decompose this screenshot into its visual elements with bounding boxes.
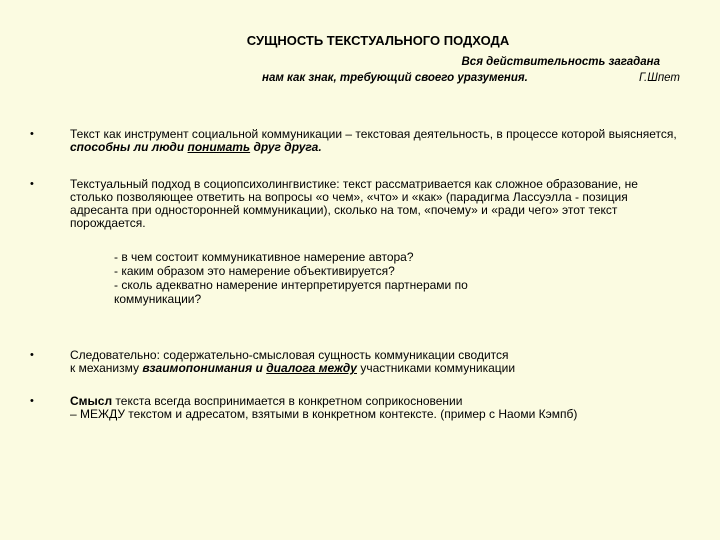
question-item-3: - сколь адекватно намерение интерпретируется партнерами по коммуникации? (114, 278, 468, 306)
bullet-text-3 (70, 349, 680, 375)
question-item-1: - в чем состоит коммуникативное намерение автора? (114, 250, 414, 264)
bullet-marker: • (30, 395, 34, 407)
bullet-marker: • (30, 128, 34, 140)
question-item-2: - каким образом это намерение объективируется? (114, 264, 395, 278)
bullet-4-bold: Смысл (70, 394, 113, 408)
bullet-text-1 (70, 128, 680, 154)
epigraph (240, 54, 680, 86)
questions-list (114, 250, 554, 306)
epigraph-line-2 (240, 70, 680, 86)
bullet-1-emphasis-1: способны ли люди (70, 140, 185, 154)
bullet-text-4 (70, 395, 680, 421)
bullet-text-2: Текстуальный подход в социопсихолингвистике: текст рассматривается как сложное образование, не столько позволяющее ответить на вопросы «о чем», «что» и «как» (парадигма Лассуэлла - позиция адресанта при односторонней коммуникации), сколько на том, «почему» и «ради чего» этот текст порождается. (70, 177, 638, 230)
bullet-3-suffix: участниками коммуникации (356, 361, 516, 375)
bullet-4-body: текста всегда воспринимается в конкретном соприкосновении (112, 394, 463, 408)
bullet-1-emphasis-2: понимать (187, 140, 251, 154)
bullet-3-emphasis-2: диалога между (266, 361, 357, 375)
bullet-marker: • (30, 178, 34, 190)
epigraph-quote-end: нам как знак, требующий своего уразумения. (262, 72, 528, 84)
bullet-1-body: Текст как инструмент социальной коммуникации – текстовая деятельность, в процессе которой выясняется, (70, 127, 677, 141)
bullet-3-emphasis-1: взаимопонимания и (142, 361, 267, 375)
bullet-marker: • (30, 349, 34, 361)
bullet-1-emphasis-3: друг друга. (250, 140, 322, 154)
epigraph-author: Г.Шпет (638, 72, 680, 84)
bullet-4-line-2: – МЕЖДУ текстом и адресатом, взятыми в конкретном контексте. (пример с Наоми Кэмпб) (70, 407, 578, 421)
bullet-3-prefix: к механизму (70, 361, 143, 375)
bullet-3-line-1: Следовательно: содержательно-смысловая сущность коммуникации сводится (70, 348, 509, 362)
page-title: СУЩНОСТЬ ТЕКСТУАЛЬНОГО ПОДХОДА (246, 33, 510, 48)
epigraph-line-1: Вся действительность загадана (461, 56, 660, 68)
bullet-3-line-2 (70, 362, 680, 375)
